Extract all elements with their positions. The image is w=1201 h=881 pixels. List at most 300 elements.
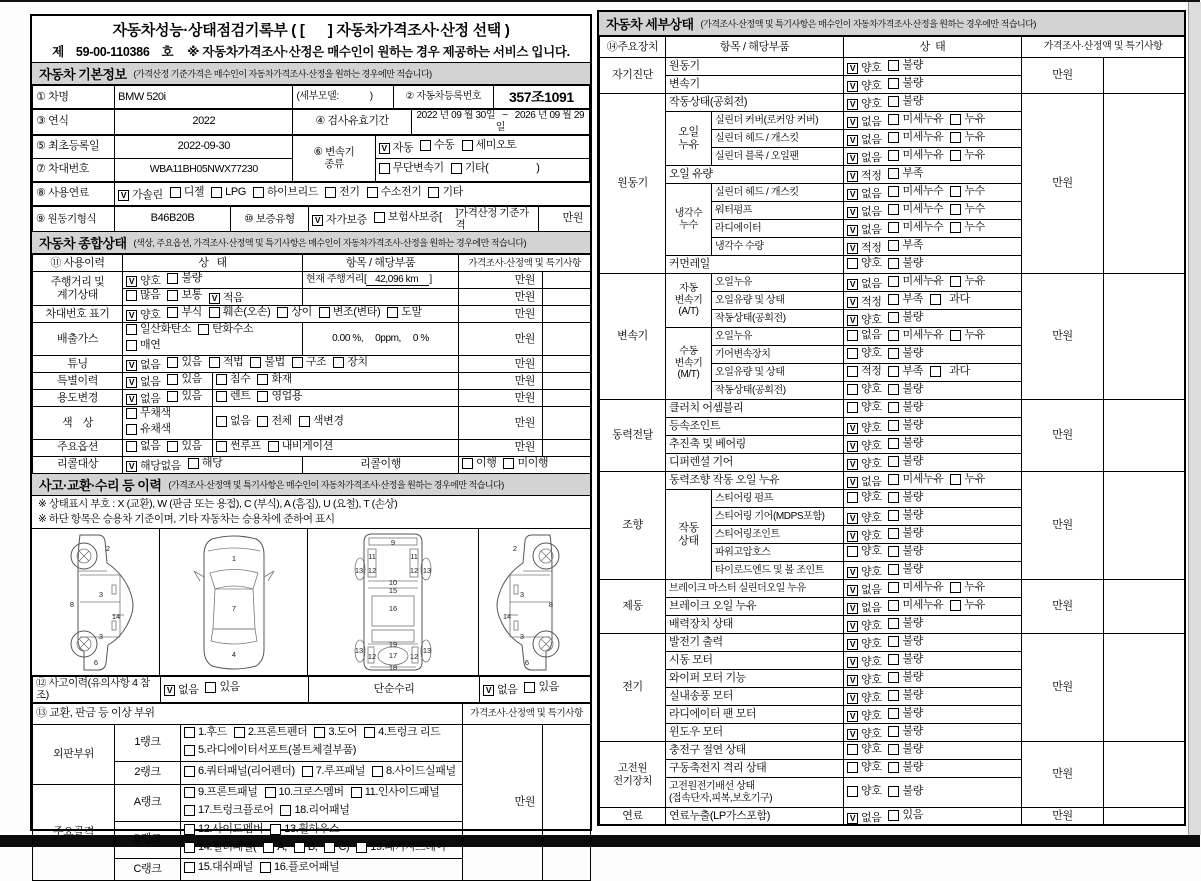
check-option[interactable] <box>888 509 922 522</box>
check-option[interactable] <box>888 707 922 720</box>
check-option[interactable] <box>847 710 881 723</box>
checkbox-icon <box>888 276 899 287</box>
checked-checkbox-icon: V <box>164 685 175 696</box>
form-cell: ⑬ 교환, 판금 등 이상 부위 <box>33 703 463 724</box>
check-option[interactable] <box>888 239 922 252</box>
form-cell <box>213 373 459 390</box>
check-option[interactable] <box>333 356 367 369</box>
checkbox-icon <box>847 348 858 359</box>
checkbox-icon <box>167 357 178 368</box>
check-option[interactable] <box>216 415 250 428</box>
check-option[interactable] <box>847 62 881 75</box>
check-option[interactable] <box>847 512 881 525</box>
checkbox-icon <box>950 150 961 161</box>
checkbox-icon <box>234 727 245 738</box>
check-option[interactable] <box>205 681 239 694</box>
check-option[interactable] <box>234 725 308 740</box>
checkbox-icon <box>257 391 268 402</box>
check-option[interactable] <box>184 785 258 800</box>
check-option[interactable] <box>847 728 881 741</box>
check-option-label: 양호 <box>861 637 882 650</box>
check-option[interactable] <box>888 95 922 108</box>
check-option-label: 1.후드 <box>198 725 227 738</box>
check-option[interactable] <box>847 476 881 489</box>
check-option[interactable] <box>126 460 181 473</box>
panel-number-label: 13 <box>422 645 432 655</box>
check-option[interactable] <box>888 653 922 666</box>
check-option[interactable] <box>351 785 440 800</box>
check-option[interactable] <box>847 812 881 825</box>
check-option[interactable] <box>126 376 160 389</box>
form-cell: ① 차명 <box>33 86 115 109</box>
form-cell: 만원 <box>459 439 543 456</box>
check-option[interactable] <box>888 203 943 216</box>
check-option[interactable] <box>167 289 201 302</box>
check-option[interactable] <box>847 296 881 309</box>
check-option[interactable] <box>462 139 517 152</box>
check-option[interactable] <box>888 545 922 558</box>
check-option[interactable] <box>847 761 881 774</box>
check-option[interactable] <box>888 689 922 702</box>
check-option[interactable] <box>888 167 922 180</box>
check-option[interactable] <box>184 764 295 779</box>
check-option-line <box>184 764 459 782</box>
check-option-label: 양호 <box>861 544 882 557</box>
check-option[interactable] <box>209 356 243 369</box>
check-option[interactable] <box>847 638 881 651</box>
form-cell: ④ 검사유효기간 <box>293 110 411 135</box>
checkbox-icon <box>888 312 899 323</box>
form-cell: 구동축전지 격리 상태 <box>666 760 844 778</box>
check-option-label: 양호 <box>140 309 161 322</box>
check-option[interactable] <box>164 684 198 697</box>
form-cell: 항목 / 해당부품 <box>303 255 459 272</box>
check-option-label: 불법 <box>264 356 285 369</box>
check-option[interactable] <box>325 186 359 199</box>
check-option[interactable] <box>950 203 984 216</box>
check-option-label: 유채색 <box>140 423 171 436</box>
check-option[interactable] <box>888 437 922 450</box>
check-option[interactable] <box>888 725 922 738</box>
doc-number-prefix: 제 <box>52 45 64 59</box>
check-option[interactable] <box>847 422 881 435</box>
check-option[interactable] <box>888 635 922 648</box>
check-option[interactable] <box>167 373 201 386</box>
checked-checkbox-icon: V <box>126 360 137 371</box>
check-option[interactable] <box>888 113 943 126</box>
form-cell: 만원 <box>1022 472 1104 580</box>
check-option[interactable] <box>888 617 922 630</box>
check-option[interactable] <box>184 840 256 855</box>
form-cell: 변속기 <box>600 274 666 400</box>
check-option[interactable] <box>126 309 160 322</box>
form-cell: 만원 <box>459 323 543 356</box>
check-option[interactable] <box>167 440 201 453</box>
form-cell <box>844 652 1022 670</box>
check-option[interactable] <box>268 440 333 453</box>
check-option[interactable] <box>847 530 881 543</box>
check-option[interactable] <box>847 347 881 360</box>
checkbox-icon <box>888 204 899 215</box>
check-option[interactable] <box>888 59 922 72</box>
check-option[interactable] <box>950 599 984 612</box>
check-option[interactable] <box>302 764 365 779</box>
form-cell <box>181 858 463 880</box>
check-option[interactable] <box>888 563 922 576</box>
check-option[interactable] <box>888 383 922 396</box>
check-option-label: 누유 <box>964 130 985 143</box>
checkbox-icon <box>292 357 303 368</box>
check-option[interactable] <box>888 347 922 360</box>
check-option[interactable] <box>847 278 881 291</box>
check-option[interactable] <box>847 692 881 705</box>
check-option[interactable] <box>118 189 163 202</box>
form-cell: 차대번호 표기 <box>33 306 123 323</box>
odometer-value <box>303 272 459 289</box>
check-option[interactable] <box>198 323 253 336</box>
check-option[interactable] <box>888 365 922 378</box>
check-option[interactable] <box>216 440 261 453</box>
check-option-label: 부족 <box>902 166 923 179</box>
check-option[interactable] <box>379 162 444 175</box>
form-cell <box>844 526 1022 544</box>
check-option-label: 영업용 <box>271 390 303 403</box>
check-option-label: 있음 <box>181 390 202 403</box>
form-cell: 만원 <box>1022 94 1104 274</box>
checkbox-icon <box>319 307 330 318</box>
check-option-label: 양호 <box>861 784 882 797</box>
check-option[interactable] <box>387 306 421 319</box>
check-option[interactable] <box>170 186 204 199</box>
check-option[interactable] <box>483 684 517 697</box>
check-option-label: 미세누유 <box>902 580 944 593</box>
check-option-label: 자동 <box>392 141 414 154</box>
check-option[interactable] <box>364 725 440 740</box>
checkbox-icon <box>184 824 195 835</box>
check-option[interactable] <box>950 473 984 486</box>
check-option[interactable] <box>126 275 160 288</box>
checked-checkbox-icon: V <box>847 63 858 74</box>
check-option[interactable] <box>270 822 339 837</box>
check-option-label: 적정 <box>861 169 882 182</box>
overall-condition-table <box>32 254 591 474</box>
check-option[interactable] <box>847 584 881 597</box>
check-option[interactable] <box>847 743 881 756</box>
form-cell: 상 태 <box>844 37 1022 58</box>
checkbox-icon <box>270 824 281 835</box>
section-note: (가격산정 기준가격은 매수인이 자동차가격조사·산정을 원하는 경우에만 적습니다) <box>133 69 432 79</box>
check-option-label: 7.루프패널 <box>315 764 365 777</box>
check-option-label: 미이행 <box>517 456 549 469</box>
checked-checkbox-icon: V <box>847 135 858 146</box>
form-cell: 만원 <box>1022 808 1104 826</box>
check-option[interactable] <box>888 473 943 486</box>
check-option[interactable] <box>503 457 548 470</box>
check-option[interactable] <box>292 356 326 369</box>
check-option[interactable] <box>184 725 227 740</box>
check-option[interactable] <box>888 785 922 798</box>
check-option[interactable] <box>888 491 922 504</box>
check-option[interactable] <box>257 390 302 403</box>
check-option[interactable] <box>950 221 984 234</box>
check-option[interactable] <box>250 356 284 369</box>
check-option[interactable] <box>950 113 984 126</box>
check-option[interactable] <box>126 323 191 336</box>
checkbox-icon <box>184 787 195 798</box>
section-detail-status-header <box>599 12 1184 36</box>
check-option[interactable] <box>324 840 349 855</box>
check-option[interactable] <box>257 373 291 386</box>
check-option[interactable] <box>888 131 943 144</box>
check-option[interactable] <box>950 149 984 162</box>
form-cell: 만원 <box>459 390 543 407</box>
check-option[interactable] <box>314 725 357 740</box>
check-option[interactable] <box>126 393 160 406</box>
check-option[interactable] <box>888 527 922 540</box>
check-option[interactable] <box>209 292 243 305</box>
check-option-label: 불량 <box>902 382 923 395</box>
check-option[interactable] <box>930 365 970 378</box>
check-option[interactable] <box>888 743 922 756</box>
checkbox-icon <box>205 682 216 693</box>
check-option[interactable] <box>847 116 881 129</box>
checkbox-icon <box>209 307 220 318</box>
checkbox-icon <box>268 441 279 452</box>
check-option[interactable] <box>277 306 311 319</box>
check-option[interactable] <box>847 188 881 201</box>
check-option[interactable] <box>847 257 881 270</box>
check-option[interactable] <box>847 566 881 579</box>
check-option[interactable] <box>211 186 246 199</box>
check-option[interactable] <box>126 423 171 436</box>
check-option[interactable] <box>950 131 984 144</box>
check-option[interactable] <box>126 407 171 420</box>
check-option-label: LPG <box>225 185 246 198</box>
check-option[interactable] <box>257 415 291 428</box>
check-option[interactable] <box>428 186 462 199</box>
check-option[interactable] <box>167 272 201 285</box>
check-option[interactable] <box>260 860 339 875</box>
check-option[interactable] <box>847 206 881 219</box>
check-option-label: 양호 <box>861 421 882 434</box>
check-option-label: 구조 <box>305 356 327 369</box>
form-cell: ③ 연식 <box>33 110 115 135</box>
check-option[interactable] <box>126 359 160 372</box>
check-option-label: 불량 <box>902 724 923 737</box>
check-option[interactable] <box>847 440 881 453</box>
form-cell: 파워고압호스 <box>712 544 844 562</box>
check-option-label: 무단변속기 <box>392 161 444 174</box>
checked-checkbox-icon: V <box>847 813 858 824</box>
check-option-label: 16.플로어패널 <box>274 861 340 874</box>
check-option[interactable] <box>888 311 922 324</box>
check-option[interactable] <box>847 545 881 558</box>
check-option[interactable] <box>374 211 442 224</box>
check-option[interactable] <box>253 186 318 199</box>
check-option[interactable] <box>888 257 922 270</box>
check-option[interactable] <box>888 185 943 198</box>
check-option[interactable] <box>950 329 984 342</box>
check-option[interactable] <box>847 80 881 93</box>
check-option-label: 불량 <box>902 670 923 683</box>
check-option[interactable] <box>312 214 367 227</box>
checkbox-icon <box>888 168 899 179</box>
check-option-label: A, <box>277 840 287 853</box>
checkbox-icon <box>888 726 899 737</box>
check-option[interactable] <box>188 457 222 470</box>
check-option-label: 양호 <box>861 619 882 632</box>
check-option[interactable] <box>847 458 881 471</box>
check-option[interactable] <box>847 602 881 615</box>
basic-info-rows-3-4 <box>32 135 590 182</box>
checkbox-icon <box>950 582 961 593</box>
checkbox-icon <box>211 187 222 198</box>
check-option[interactable] <box>216 390 250 403</box>
checkbox-icon <box>847 258 858 269</box>
check-option-label: 없음 <box>861 133 882 146</box>
check-option[interactable] <box>847 224 881 237</box>
checkbox-icon <box>420 140 431 151</box>
check-option[interactable] <box>420 139 454 152</box>
check-option[interactable] <box>167 356 201 369</box>
form-cell: 만원 <box>1022 742 1104 808</box>
check-option[interactable] <box>847 785 881 798</box>
panel-number-label: 17 <box>388 650 398 660</box>
check-option-label: 누수 <box>964 220 985 233</box>
check-option[interactable] <box>847 329 881 342</box>
check-option[interactable] <box>184 743 356 758</box>
form-cell: 외판부위 <box>33 724 115 784</box>
form-cell <box>181 821 463 858</box>
check-option[interactable] <box>372 764 456 779</box>
check-option[interactable] <box>847 314 881 327</box>
check-option[interactable] <box>888 809 922 822</box>
check-option-label: 19.패키지트레이 <box>370 840 446 853</box>
form-cell: 항목 / 해당부품 <box>666 37 844 58</box>
checked-checkbox-icon: V <box>126 461 137 472</box>
check-option[interactable] <box>280 803 349 818</box>
check-option-label: 썬루프 <box>230 439 261 452</box>
check-option[interactable] <box>847 170 881 183</box>
checkbox-icon <box>280 805 291 816</box>
check-option[interactable] <box>950 275 984 288</box>
check-option[interactable] <box>888 761 922 774</box>
check-option[interactable] <box>847 242 881 255</box>
check-option-label: 과다 <box>943 364 970 377</box>
checkbox-icon <box>888 474 899 485</box>
check-option[interactable] <box>847 152 881 165</box>
check-option[interactable] <box>888 455 922 468</box>
check-option[interactable] <box>184 860 253 875</box>
check-option[interactable] <box>888 581 943 594</box>
check-option[interactable] <box>847 383 881 396</box>
form-cell: 실린더 블록 / 오일팬 <box>712 148 844 166</box>
check-option[interactable] <box>209 306 270 319</box>
check-option-label: 없음 <box>861 205 882 218</box>
check-option[interactable] <box>462 457 496 470</box>
check-option[interactable] <box>847 620 881 633</box>
check-option[interactable] <box>126 440 160 453</box>
section-title: 자동차 종합상태 <box>39 236 127 252</box>
check-option[interactable] <box>294 840 318 855</box>
check-option[interactable] <box>950 581 984 594</box>
check-option[interactable] <box>847 656 881 669</box>
check-option[interactable] <box>888 419 922 432</box>
check-option[interactable] <box>524 681 558 694</box>
check-option-label: 과다 <box>943 292 970 305</box>
check-option[interactable] <box>888 293 922 306</box>
check-option[interactable] <box>184 803 273 818</box>
transmission-type-options-2 <box>375 158 589 181</box>
check-option[interactable] <box>847 98 881 111</box>
check-option-label: 누수 <box>964 202 985 215</box>
check-option[interactable] <box>167 390 201 403</box>
checkbox-icon <box>950 204 961 215</box>
checkbox-icon <box>888 402 899 413</box>
basic-info-row-2 <box>32 109 590 135</box>
check-option[interactable] <box>888 149 943 162</box>
checkbox-icon <box>888 384 899 395</box>
checkbox-icon <box>888 528 899 539</box>
check-option[interactable] <box>847 674 881 687</box>
check-option[interactable] <box>126 339 160 352</box>
check-option[interactable] <box>367 186 422 199</box>
checkbox-icon <box>888 186 899 197</box>
check-option-label: 미세누수 <box>902 220 944 233</box>
check-option[interactable] <box>847 365 881 378</box>
panel-number-label: 13 <box>354 565 364 575</box>
check-option[interactable] <box>356 840 445 855</box>
check-option[interactable] <box>265 785 344 800</box>
panel-number-label: 12 <box>409 565 419 575</box>
check-option[interactable] <box>216 373 250 386</box>
check-option-label: 2.프론트펜더 <box>247 725 308 738</box>
check-option[interactable] <box>299 415 344 428</box>
checkbox-icon <box>847 330 858 341</box>
check-option[interactable] <box>888 401 922 414</box>
basic-info-row-6 <box>32 206 591 233</box>
check-option[interactable] <box>888 275 943 288</box>
check-option[interactable] <box>847 401 881 414</box>
check-option[interactable] <box>888 77 922 90</box>
check-option-label: 불량 <box>902 58 923 71</box>
form-cell: (세부모델: ) <box>293 86 393 109</box>
form-cell: 디퍼렌셜 기어 <box>666 454 844 472</box>
check-option[interactable] <box>847 491 881 504</box>
check-option[interactable] <box>451 162 540 175</box>
check-option[interactable] <box>888 329 943 342</box>
check-option[interactable] <box>888 671 922 684</box>
check-option-label: 미세누유 <box>902 598 944 611</box>
check-option[interactable] <box>319 306 380 319</box>
check-option[interactable] <box>950 185 984 198</box>
form-cell: 만원 <box>459 306 543 323</box>
check-option[interactable] <box>930 293 970 306</box>
check-option[interactable] <box>379 142 413 155</box>
check-option[interactable] <box>888 221 943 234</box>
form-cell: 커먼레일 <box>666 256 844 274</box>
check-option-label: 보통 <box>181 289 202 302</box>
check-option[interactable] <box>888 599 943 612</box>
form-cell: 특별이력 <box>33 373 123 390</box>
check-option[interactable] <box>263 840 287 855</box>
form-cell: 제동 <box>600 580 666 634</box>
check-option[interactable] <box>184 822 263 837</box>
check-option[interactable] <box>847 134 881 147</box>
check-option[interactable] <box>167 306 201 319</box>
check-option[interactable] <box>126 289 160 302</box>
check-option-label: 보험사보증[ <box>387 210 442 223</box>
